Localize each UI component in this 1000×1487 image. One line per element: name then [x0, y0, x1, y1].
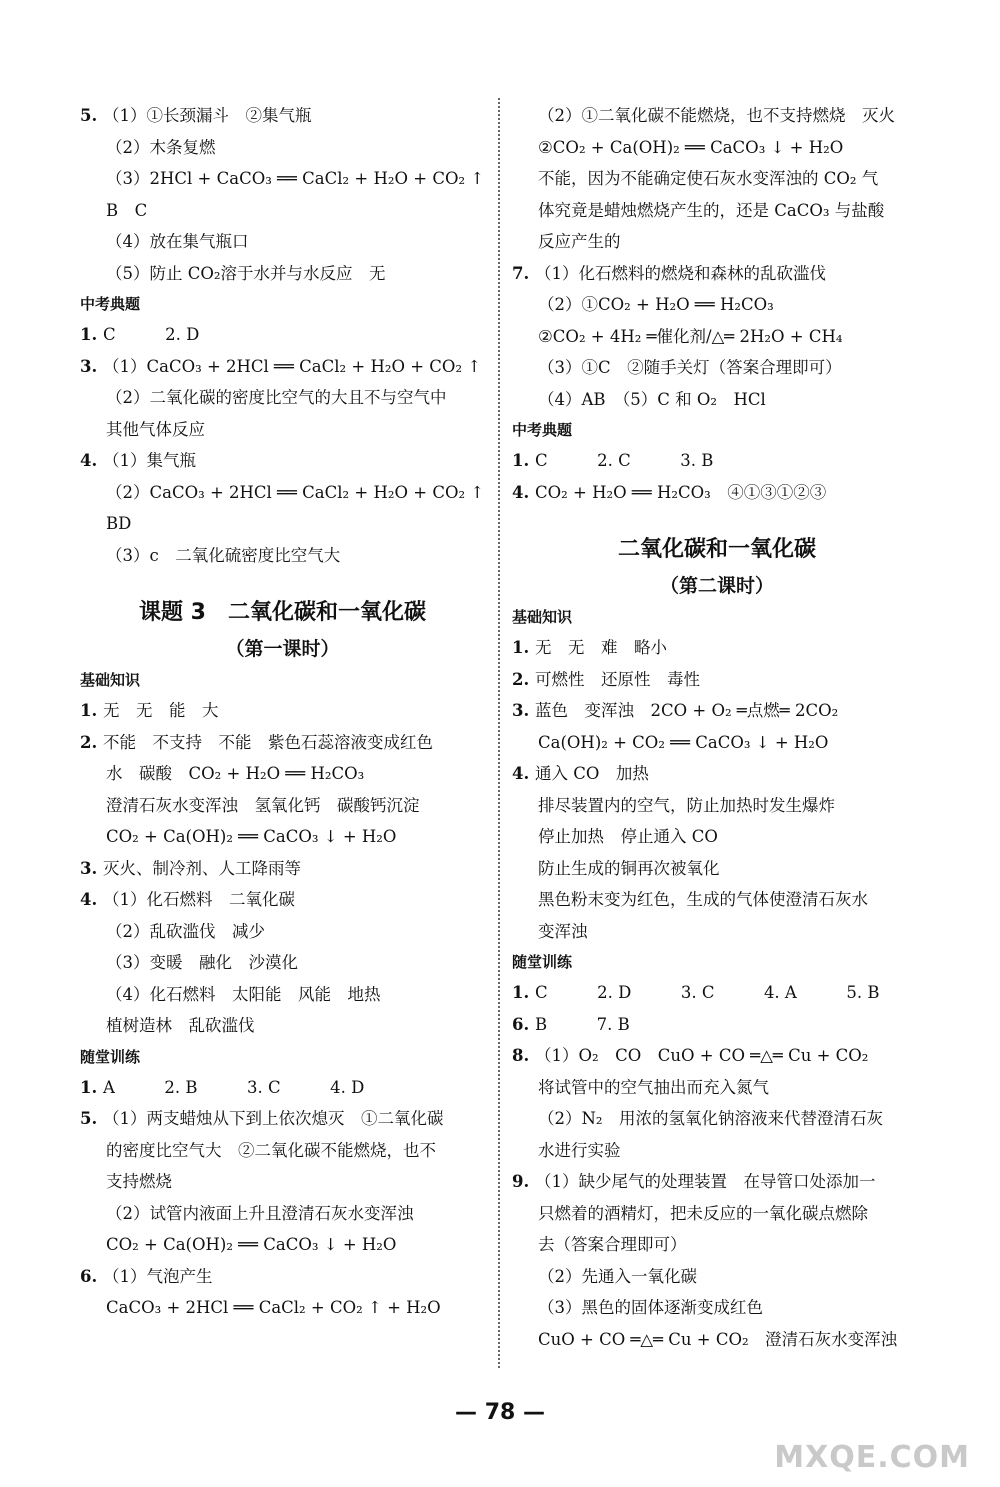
answer-line — [80, 853, 485, 885]
answer-text: Ca(OH)₂ + CO₂ ══ CaCO₃ ↓ + H₂O — [538, 732, 829, 752]
answer-line — [80, 508, 485, 540]
answer-text: （2）木条复燃 — [106, 137, 216, 157]
answer-line — [80, 1229, 485, 1261]
question-number: 1. — [80, 701, 103, 720]
question-number: 7. — [512, 263, 535, 283]
answer-text: （2）先通入一氧化碳 — [538, 1266, 697, 1286]
answer-text: 反应产生的 — [538, 232, 621, 251]
question-number: 6. — [80, 1266, 103, 1286]
answer-line — [512, 1072, 922, 1104]
answer-line — [512, 1135, 922, 1167]
question-number: 8. — [512, 1046, 535, 1065]
answer-line — [512, 695, 922, 727]
section-heading: 随堂训练 — [80, 1047, 141, 1066]
watermark: MXQE.COM — [774, 1440, 970, 1475]
question-number: 4. — [512, 764, 535, 783]
answer-text: 不能，因为不能确定使石灰水变浑浊的 CO₂ 气 — [538, 169, 879, 188]
answer-line — [512, 1229, 922, 1261]
answer-text: （1）集气瓶 — [102, 451, 196, 470]
answer-line — [80, 351, 485, 383]
question-number: 2. — [512, 669, 535, 689]
answer-line — [512, 1166, 922, 1198]
answer-text: 澄清石灰水变浑浊 氢氧化钙 碳酸钙沉淀 — [106, 795, 420, 815]
answer-line — [80, 695, 485, 727]
question-number: 1. — [80, 325, 103, 344]
answer-text: （4）放在集气瓶口 — [106, 232, 249, 251]
answer-line — [512, 727, 922, 759]
answer-line — [80, 821, 485, 853]
answer-text: （3）黑色的固体逐渐变成红色 — [538, 1298, 763, 1317]
question-number: 1. — [80, 1077, 103, 1097]
answer-text: 的密度比空气大 ②二氧化碳不能燃烧，也不 — [106, 1140, 436, 1160]
answer-line — [80, 1135, 485, 1167]
answer-line — [512, 977, 922, 1009]
lesson-title: 课题 3 二氧化碳和一氧化碳 — [139, 600, 426, 625]
answer-line — [80, 445, 485, 477]
spacer — [512, 508, 922, 530]
question-number: 3. — [80, 858, 103, 878]
answer-line — [80, 916, 485, 948]
answer-text: （1）①长颈漏斗 ②集气瓶 — [102, 106, 312, 125]
answer-text: （3）①C ②随手关灯（答案合理即可） — [538, 358, 842, 377]
answer-text: A 2. B 3. C 4. D — [102, 1077, 365, 1097]
answer-text: 变浑浊 — [538, 921, 588, 941]
answer-line — [80, 1166, 485, 1198]
answer-text: C 2. D 3. C 4. A 5. B — [534, 983, 880, 1002]
answer-text: ②CO₂ + Ca(OH)₂ ══ CaCO₃ ↓ + H₂O — [538, 137, 844, 157]
answer-text: （4）AB （5）C 和 O₂ HCl — [538, 389, 766, 409]
answer-text: （5）防止 CO₂溶于水并与水反应 无 — [106, 263, 386, 283]
answer-line — [512, 664, 922, 696]
answer-line — [80, 790, 485, 822]
answer-line — [512, 226, 922, 258]
answer-text: （1）化石燃料的燃烧和森林的乱砍滥伐 — [534, 263, 826, 283]
question-number: 2. — [80, 732, 103, 752]
answer-line — [512, 1103, 922, 1135]
answer-text: ②CO₂ + 4H₂ ═催化剂/△═ 2H₂O + CH₄ — [538, 326, 843, 346]
answer-line — [512, 821, 922, 853]
question-number: 1. — [512, 451, 535, 470]
answer-line — [512, 853, 922, 885]
answer-line — [80, 947, 485, 979]
answer-line — [80, 758, 485, 790]
question-number: 4. — [80, 451, 103, 470]
section-heading: 基础知识 — [80, 671, 141, 689]
answer-line — [80, 414, 485, 446]
answer-line — [512, 1261, 922, 1293]
answer-line — [80, 1010, 485, 1042]
answer-text: 防止生成的铜再次被氧化 — [538, 858, 720, 878]
answer-line — [80, 195, 485, 227]
answer-line — [80, 727, 485, 759]
answer-line — [80, 100, 485, 132]
question-number: 4. — [80, 890, 103, 909]
answer-text: （2）N₂ 用浓的氢氧化钠溶液来代替澄清石灰 — [538, 1109, 884, 1128]
answer-text: （1）化石燃料 二氧化碳 — [102, 890, 295, 909]
answer-line — [512, 1009, 922, 1041]
answer-text: 只燃着的酒精灯，把未反应的一氧化碳点燃除 — [538, 1203, 868, 1223]
answer-line — [512, 884, 922, 916]
answer-text: 去（答案合理即可） — [538, 1235, 687, 1254]
spacer — [80, 571, 485, 593]
answer-text: CO₂ + Ca(OH)₂ ══ CaCO₃ ↓ + H₂O — [106, 1235, 397, 1254]
answer-text: C 2. D — [102, 325, 200, 344]
answer-line — [80, 163, 485, 195]
answer-text: （1）O₂ CO CuO + CO ═△═ Cu + CO₂ — [534, 1046, 869, 1065]
answer-text: 停止加热 停止通入 CO — [538, 827, 718, 846]
section-heading: 中考典题 — [512, 421, 573, 439]
answer-text: 不能 不支持 不能 紫色石蕊溶液变成红色 — [102, 732, 433, 752]
answer-text: 灭火、制冷剂、人工降雨等 — [102, 858, 301, 878]
answer-line — [512, 632, 922, 664]
section-heading: 随堂训练 — [512, 953, 573, 971]
answer-text: C 2. C 3. B — [534, 451, 714, 470]
answer-text: 蓝色 变浑浊 2CO + O₂ ═点燃═ 2CO₂ — [534, 701, 839, 720]
answer-text: 其他气体反应 — [106, 419, 205, 439]
answer-line — [512, 758, 922, 790]
answer-line — [80, 382, 485, 414]
answer-text: （2）试管内液面上升且澄清石灰水变浑浊 — [106, 1203, 414, 1223]
lesson-subtitle: （第一课时） — [225, 638, 340, 660]
answer-line — [512, 1198, 922, 1230]
answer-line — [512, 1040, 922, 1072]
answer-line — [512, 352, 922, 384]
answer-text: B C — [106, 200, 148, 220]
question-number: 1. — [512, 638, 535, 657]
answer-text: 无 无 能 大 — [102, 701, 219, 720]
question-number: 1. — [512, 983, 535, 1002]
answer-text: 通入 CO 加热 — [534, 764, 649, 783]
question-number: 9. — [512, 1172, 535, 1191]
answer-line — [512, 790, 922, 822]
answer-line — [80, 132, 485, 164]
lesson-title: 二氧化碳和一氧化碳 — [617, 537, 816, 562]
column-divider — [498, 98, 500, 1368]
section-heading: 基础知识 — [512, 608, 573, 626]
answer-line — [80, 884, 485, 916]
answer-line — [80, 979, 485, 1011]
answer-text: CO₂ + H₂O ══ H₂CO₃ ④①③①②③ — [534, 482, 827, 502]
answer-text: 水进行实验 — [538, 1140, 621, 1160]
answer-text: 植树造林 乱砍滥伐 — [106, 1016, 255, 1035]
answer-text: （2）乱砍滥伐 减少 — [106, 921, 265, 941]
right-column — [512, 100, 922, 1355]
answer-line — [512, 477, 922, 509]
answer-line — [512, 163, 922, 195]
answer-text: （1）CaCO₃ + 2HCl ══ CaCl₂ + H₂O + CO₂ ↑ — [102, 356, 482, 376]
answer-text: （2）①二氧化碳不能燃烧，也不支持燃烧 灭火 — [538, 106, 895, 125]
answer-line — [80, 1072, 485, 1104]
answer-line — [512, 916, 922, 948]
answer-line — [80, 319, 485, 351]
question-number: 5. — [80, 106, 103, 125]
answer-text: 无 无 难 略小 — [534, 638, 667, 657]
answer-line — [80, 258, 485, 290]
answer-text: （2）①CO₂ + H₂O ══ H₂CO₃ — [538, 295, 774, 314]
answer-line — [80, 477, 485, 509]
question-number: 4. — [512, 482, 535, 502]
answer-text: 水 碳酸 CO₂ + H₂O ══ H₂CO₃ — [106, 764, 365, 783]
answer-line — [512, 258, 922, 290]
answer-text: B 7. B — [534, 1014, 630, 1034]
answer-text: （4）化石燃料 太阳能 风能 地热 — [106, 984, 381, 1004]
question-number: 3. — [512, 701, 535, 720]
answer-text: （2）CaCO₃ + 2HCl ══ CaCl₂ + H₂O + CO₂ ↑ — [106, 482, 485, 502]
answer-line — [80, 540, 485, 572]
answer-text: 将试管中的空气抽出而充入氮气 — [538, 1077, 769, 1097]
answer-text: （2）二氧化碳的密度比空气的大且不与空气中 — [106, 388, 447, 407]
answer-text: CO₂ + Ca(OH)₂ ══ CaCO₃ ↓ + H₂O — [106, 827, 397, 846]
answer-text: （3）2HCl + CaCO₃ ══ CaCl₂ + H₂O + CO₂ ↑ — [106, 169, 485, 188]
answer-line — [512, 289, 922, 321]
answer-line — [80, 226, 485, 258]
answer-line — [512, 195, 922, 227]
answer-line — [512, 132, 922, 164]
answer-text: CuO + CO ═△═ Cu + CO₂ 澄清石灰水变浑浊 — [538, 1329, 898, 1349]
answer-text: 黑色粉末变为红色，生成的气体使澄清石灰水 — [538, 890, 868, 909]
answer-line — [512, 1324, 922, 1356]
lesson-subtitle: （第二课时） — [659, 575, 774, 597]
answer-line — [512, 1292, 922, 1324]
answer-line — [512, 445, 922, 477]
answer-text: （3）c 二氧化硫密度比空气大 — [106, 545, 341, 565]
answer-text: 可燃性 还原性 毒性 — [534, 669, 700, 689]
answer-line — [80, 1198, 485, 1230]
section-heading: 中考典题 — [80, 295, 141, 313]
answer-line — [80, 1261, 485, 1293]
page-number: — 78 — — [455, 1400, 545, 1425]
answer-line — [512, 100, 922, 132]
answer-text: 体究竟是蜡烛燃烧产生的，还是 CaCO₃ 与盐酸 — [538, 200, 885, 220]
answer-text: CaCO₃ + 2HCl ══ CaCl₂ + CO₂ ↑ + H₂O — [106, 1298, 441, 1317]
answer-line — [80, 1292, 485, 1324]
question-number: 5. — [80, 1109, 103, 1128]
left-column — [80, 100, 485, 1324]
answer-line — [512, 321, 922, 353]
question-number: 3. — [80, 356, 103, 376]
answer-line — [512, 384, 922, 416]
answer-text: BD — [106, 514, 132, 533]
answer-text: （1）两支蜡烛从下到上依次熄灭 ①二氧化碳 — [102, 1109, 444, 1128]
answer-text: （1）气泡产生 — [102, 1266, 213, 1286]
answer-text: 排尽装置内的空气，防止加热时发生爆炸 — [538, 795, 835, 815]
answer-text: （1）缺少尾气的处理装置 在导管口处添加一 — [534, 1172, 876, 1191]
answer-text: 支持燃烧 — [106, 1172, 172, 1191]
answer-line — [80, 1103, 485, 1135]
question-number: 6. — [512, 1014, 535, 1034]
answer-text: （3）变暖 融化 沙漠化 — [106, 953, 298, 972]
